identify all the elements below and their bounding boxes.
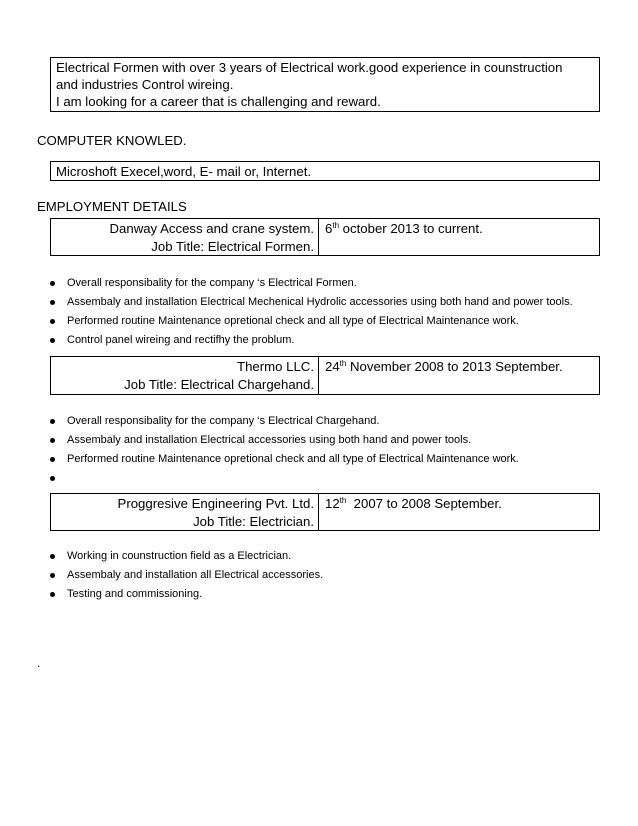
trailing-mark: .	[37, 656, 41, 670]
job-3-date	[325, 495, 502, 513]
list-item: Overall responsibality for the company ‘s Electrical Formen.	[50, 274, 610, 293]
job-2-duties	[50, 412, 610, 488]
job-3-duties	[50, 547, 610, 604]
list-item: Testing and commissioning.	[50, 585, 610, 604]
list-item: Assembaly and installation all Electrical accessories.	[50, 566, 610, 585]
job-entry-3	[50, 493, 600, 531]
job-1-duties	[50, 274, 610, 350]
job-2-date-suffix: th	[339, 359, 347, 368]
job-3-company: Proggresive Engineering Pvt. Ltd.	[117, 496, 314, 511]
job-1-date-rest: october 2013 to current.	[339, 221, 483, 236]
job-2-date	[325, 358, 563, 376]
job-3-date-suffix: th	[339, 496, 347, 505]
employment-details-heading: EMPLOYMENT DETAILS	[37, 199, 187, 214]
job-2-date-day: 24	[325, 359, 340, 374]
job-1-date-day: 6	[325, 221, 333, 236]
job-2-date-rest: November 2008 to 2013 September.	[346, 359, 563, 374]
summary-line-1: Electrical Formen with over 3 years of Electrical work.good experience in counstruction	[56, 60, 563, 75]
list-item: Assembaly and installation Electrical accessories using both hand and power tools.	[50, 431, 610, 450]
job-1-company-cell	[51, 219, 319, 255]
job-1-title: Job Title: Electrical Formen.	[151, 238, 314, 254]
list-item: Working in counstruction field as a Electrician.	[50, 547, 610, 566]
job-2-company-cell	[51, 357, 319, 394]
computer-knowledge-heading: COMPUTER KNOWLED.	[37, 133, 187, 148]
computer-knowledge-box	[50, 161, 600, 181]
summary-line-3: I am looking for a career that is challenging and reward.	[56, 94, 381, 109]
list-item	[50, 469, 610, 488]
job-2-company: Thermo LLC.	[237, 359, 314, 374]
job-1-date-suffix: th	[332, 221, 340, 230]
summary-box	[50, 57, 600, 112]
job-entry-1	[50, 218, 600, 256]
summary-line-2: and industries Control wireing.	[56, 77, 234, 92]
list-item: Assembaly and installation Electrical Mechenical Hydrolic accessories using both hand and power tools.	[50, 293, 610, 312]
list-item: Overall responsibality for the company ‘s Electrical Chargehand.	[50, 412, 610, 431]
job-1-date	[325, 220, 483, 238]
job-3-title: Job Title: Electrician.	[193, 513, 314, 529]
list-item: Control panel wireing and rectifhy the problum.	[50, 331, 610, 350]
job-3-date-day: 12	[325, 496, 340, 511]
job-entry-2	[50, 356, 600, 395]
list-item: Performed routine Maintenance opretional check and all type of Electrical Maintenance work.	[50, 450, 610, 469]
list-item: Performed routine Maintenance opretional check and all type of Electrical Maintenance work.	[50, 312, 610, 331]
job-3-company-cell	[51, 494, 319, 530]
computer-knowledge-text: Microshoft Execel,word, E- mail or, Internet.	[56, 164, 312, 179]
job-2-title: Job Title: Electrical Chargehand.	[124, 376, 314, 392]
job-3-date-rest: 2007 to 2008 September.	[346, 496, 502, 511]
job-1-company: Danway Access and crane system.	[109, 221, 314, 236]
